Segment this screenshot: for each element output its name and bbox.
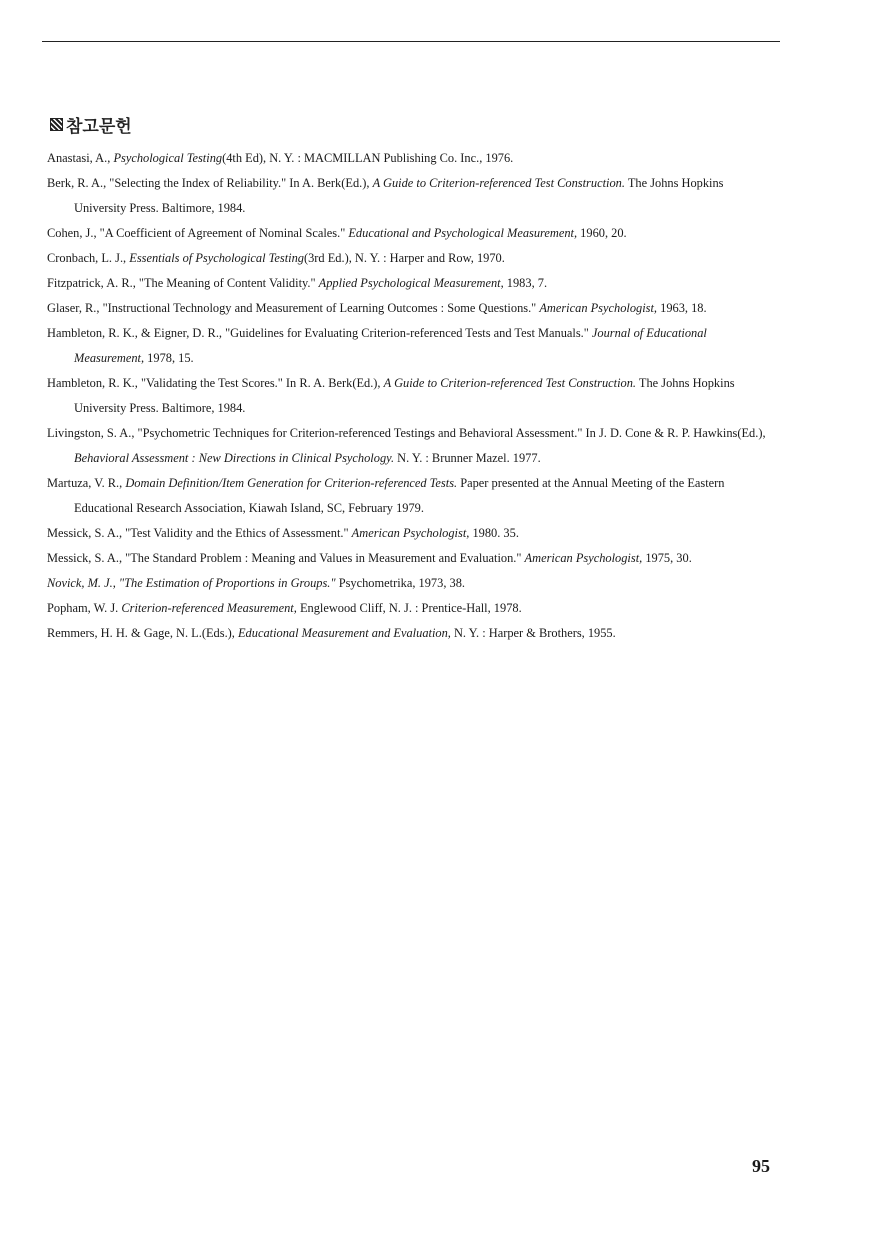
reference-entry <box>47 596 775 621</box>
reference-text: Martuza, V. R., <box>47 476 126 490</box>
reference-text: N. Y. : Harper & Brothers, 1955. <box>450 626 616 640</box>
reference-italic-title: Novick, M. J., "The Estimation of Proportions in Groups." <box>47 576 336 590</box>
reference-text: The Johns Hopkins University Press. Baltimore, 1984. <box>74 176 724 215</box>
reference-entry <box>47 571 775 596</box>
reference-italic-title: Applied Psychological Measurement, <box>318 276 504 290</box>
reference-text: Popham, W. J. <box>47 601 122 615</box>
reference-italic-title: American Psychologist, <box>539 301 658 315</box>
reference-text: Remmers, H. H. & Gage, N. L.(Eds.), <box>47 626 238 640</box>
reference-text: Hambleton, R. K., & Eigner, D. R., "Guidelines for Evaluating Criterion-referenced Tests and Test Manuals." <box>47 326 592 340</box>
reference-text: 1975, 30. <box>642 551 692 565</box>
reference-italic-title: Essentials of Psychological Testing <box>129 251 304 265</box>
reference-entry <box>47 521 775 546</box>
reference-entry <box>47 321 775 371</box>
reference-text: Cronbach, L. J., <box>47 251 130 265</box>
top-rule <box>42 41 780 42</box>
reference-entry <box>47 421 775 471</box>
reference-text: Messick, S. A., "Test Validity and the Ethics of Assessment." <box>47 526 352 540</box>
reference-text: (3rd Ed.), N. Y. : Harper and Row, 1970. <box>303 251 505 265</box>
reference-entry <box>47 296 775 321</box>
section-title: 참고문헌 <box>66 117 132 137</box>
reference-italic-title: Behavioral Assessment : New Directions in Clinical Psychology. <box>74 451 395 465</box>
reference-text: Psychometrika, 1973, 38. <box>335 576 466 590</box>
reference-text: Cohen, J., "A Coefficient of Agreement of Nominal Scales." <box>47 226 349 240</box>
reference-italic-title: Criterion-referenced Measurement, <box>121 601 297 615</box>
reference-italic-title: Educational Measurement and Evaluation, <box>237 626 451 640</box>
reference-italic-title: Psychological Testing <box>113 151 223 165</box>
reference-text: Paper presented at the Annual Meeting of the Eastern Educational Research Association, Kiawah Island, SC, February 1979. <box>74 476 725 515</box>
page-number: 95 <box>752 1156 770 1176</box>
reference-text: Berk, R. A., "Selecting the Index of Reliability." In A. Berk(Ed.), <box>47 176 373 190</box>
reference-text: Fitzpatrick, A. R., "The Meaning of Content Validity." <box>47 276 319 290</box>
reference-text: Hambleton, R. K., "Validating the Test Scores." In R. A. Berk(Ed.), <box>47 376 384 390</box>
reference-entry <box>47 471 775 521</box>
reference-entry <box>47 371 775 421</box>
reference-entry <box>47 171 775 221</box>
reference-list <box>47 146 775 646</box>
reference-text: Anastasi, A., <box>47 151 114 165</box>
reference-text: Englewood Cliff, N. J. : Prentice-Hall, 1978. <box>296 601 522 615</box>
reference-text: Livingston, S. A., "Psychometric Techniques for Criterion-referenced Testings and Behavioral Assessment." In J. D. Cone & R. P. Hawkins(Ed.), <box>47 426 766 440</box>
reference-italic-title: American Psychologist, <box>351 526 470 540</box>
reference-text: 1963, 18. <box>657 301 707 315</box>
reference-text: N. Y. : Brunner Mazel. 1977. <box>394 451 541 465</box>
reference-text: Messick, S. A., "The Standard Problem : Meaning and Values in Measurement and Evaluation." <box>47 551 525 565</box>
reference-text: The Johns Hopkins University Press. Baltimore, 1984. <box>74 376 735 415</box>
reference-italic-title: American Psychologist, <box>524 551 643 565</box>
reference-text: (4th Ed), N. Y. : MACMILLAN Publishing Co. Inc., 1976. <box>222 151 514 165</box>
reference-text: 1960, 20. <box>577 226 627 240</box>
hatched-square-icon <box>50 118 63 131</box>
reference-text: 1983, 7. <box>503 276 548 290</box>
reference-italic-title: Domain Definition/Item Generation for Criterion-referenced Tests. <box>125 476 458 490</box>
reference-text: Glaser, R., "Instructional Technology and Measurement of Learning Outcomes : Some Questions." <box>47 301 540 315</box>
reference-entry <box>47 246 775 271</box>
reference-entry <box>47 546 775 571</box>
reference-text: 1980. 35. <box>469 526 519 540</box>
reference-italic-title: A Guide to Criterion-referenced Test Construction. <box>372 176 625 190</box>
reference-entry <box>47 146 775 171</box>
reference-italic-title: A Guide to Criterion-referenced Test Construction. <box>383 376 637 390</box>
section-heading <box>50 112 132 137</box>
reference-entry <box>47 221 775 246</box>
reference-italic-title: Journal of Educational Measurement, <box>74 326 707 365</box>
reference-italic-title: Educational and Psychological Measurement, <box>348 226 578 240</box>
reference-entry <box>47 621 775 646</box>
reference-text: 1978, 15. <box>144 351 194 365</box>
reference-entry <box>47 271 775 296</box>
